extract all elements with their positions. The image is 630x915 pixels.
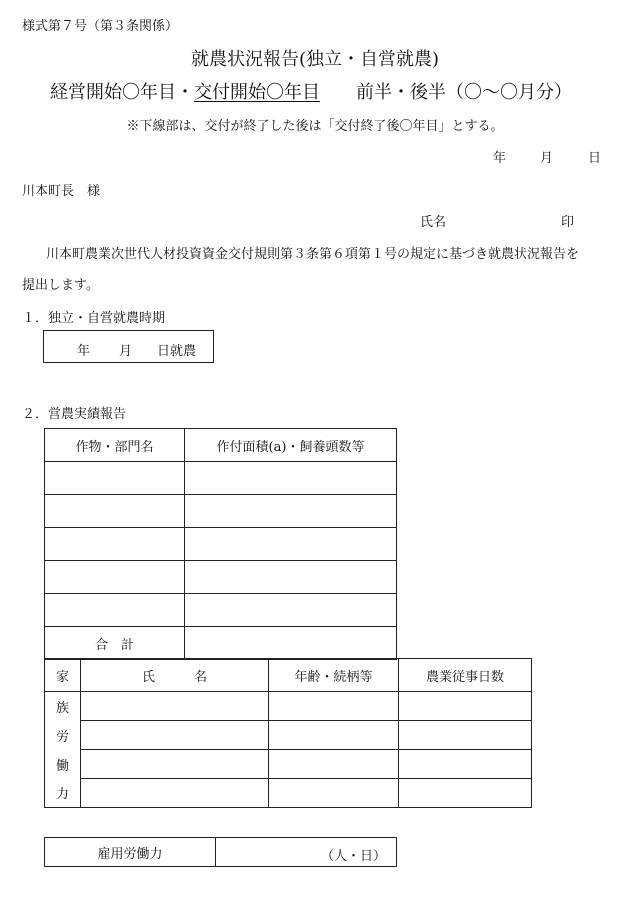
area-cell[interactable] bbox=[185, 594, 397, 627]
col-crop: 作物・部門名 bbox=[45, 429, 185, 462]
family-side-3: 労 bbox=[45, 721, 81, 750]
crop-table-header bbox=[45, 429, 397, 462]
age-cell[interactable] bbox=[269, 750, 399, 779]
crop-table bbox=[44, 428, 397, 660]
age-cell[interactable] bbox=[269, 779, 399, 808]
member-name-cell[interactable] bbox=[81, 692, 269, 721]
table-row bbox=[45, 750, 532, 779]
table-row bbox=[45, 462, 397, 495]
date-year: 年 bbox=[493, 151, 507, 166]
date-month: 月 bbox=[540, 151, 554, 166]
body-text-line1: 川本町農業次世代人材投資資金交付規則第３条第６項第１号の規定に基づき就農状況報告を bbox=[46, 247, 580, 262]
days-cell[interactable] bbox=[399, 721, 532, 750]
member-name-cell[interactable] bbox=[81, 779, 269, 808]
name-label: 氏名 bbox=[420, 215, 447, 230]
crop-cell[interactable] bbox=[45, 462, 185, 495]
start-month: 月 bbox=[119, 344, 133, 359]
table-row bbox=[45, 561, 397, 594]
addressee: 川本町長 様 bbox=[22, 184, 101, 199]
farming-start-box bbox=[43, 330, 214, 363]
crop-cell[interactable] bbox=[45, 528, 185, 561]
subtitle-part1: 経営開始〇年目・ bbox=[50, 82, 194, 103]
document-title: 就農状況報告(独立・自営就農) bbox=[190, 49, 440, 70]
col-days: 農業従事日数 bbox=[399, 659, 532, 692]
table-row bbox=[45, 721, 532, 750]
start-year: 年 bbox=[77, 344, 91, 359]
table-row bbox=[45, 594, 397, 627]
seal-mark: 印 bbox=[561, 215, 575, 230]
days-cell[interactable] bbox=[399, 750, 532, 779]
area-cell[interactable] bbox=[185, 528, 397, 561]
area-cell[interactable] bbox=[185, 495, 397, 528]
employed-labor-table bbox=[44, 837, 397, 867]
family-labor-table bbox=[44, 658, 532, 808]
family-side-1: 家 bbox=[45, 659, 81, 692]
form-number: 様式第７号（第３条関係） bbox=[22, 19, 179, 34]
underline-note: ※下線部は、交付が終了した後は「交付終了後〇年目」とする。 bbox=[126, 119, 504, 134]
table-row bbox=[45, 528, 397, 561]
crop-cell[interactable] bbox=[45, 594, 185, 627]
date-day: 日 bbox=[588, 151, 602, 166]
employed-unit: （人・日） bbox=[320, 849, 386, 864]
col-age: 年齢・続柄等 bbox=[269, 659, 399, 692]
member-name-cell[interactable] bbox=[81, 750, 269, 779]
table-row bbox=[45, 495, 397, 528]
start-day: 日就農 bbox=[157, 344, 197, 359]
crop-cell[interactable] bbox=[45, 495, 185, 528]
family-side-4: 働 bbox=[45, 750, 81, 779]
section1-heading: １．独立・自営就農時期 bbox=[22, 311, 166, 326]
employed-label: 雇用労働力 bbox=[45, 838, 216, 867]
total-cell[interactable] bbox=[185, 627, 397, 660]
member-name-cell[interactable] bbox=[81, 721, 269, 750]
subtitle-part3: 前半・後半（〇～〇月分） bbox=[356, 82, 572, 103]
subtitle-underlined: 交付開始〇年目 bbox=[194, 82, 320, 103]
age-cell[interactable] bbox=[269, 692, 399, 721]
family-header bbox=[45, 659, 532, 692]
col-area: 作付面積(a)・飼養頭数等 bbox=[185, 429, 397, 462]
employed-row bbox=[45, 838, 397, 867]
table-row bbox=[45, 779, 532, 808]
days-cell[interactable] bbox=[399, 692, 532, 721]
table-row bbox=[45, 692, 532, 721]
col-member-name: 氏 名 bbox=[81, 659, 269, 692]
crop-cell[interactable] bbox=[45, 561, 185, 594]
total-row bbox=[45, 627, 397, 660]
body-text-line2: 提出します。 bbox=[22, 278, 99, 293]
area-cell[interactable] bbox=[185, 561, 397, 594]
family-side-5: 力 bbox=[45, 779, 81, 808]
days-cell[interactable] bbox=[399, 779, 532, 808]
document-subtitle bbox=[50, 78, 572, 104]
area-cell[interactable] bbox=[185, 462, 397, 495]
total-label: 合 計 bbox=[45, 627, 185, 660]
section2-heading: ２．営農実績報告 bbox=[22, 407, 127, 422]
family-side-2: 族 bbox=[45, 692, 81, 721]
age-cell[interactable] bbox=[269, 721, 399, 750]
employed-value-cell[interactable] bbox=[216, 838, 397, 867]
